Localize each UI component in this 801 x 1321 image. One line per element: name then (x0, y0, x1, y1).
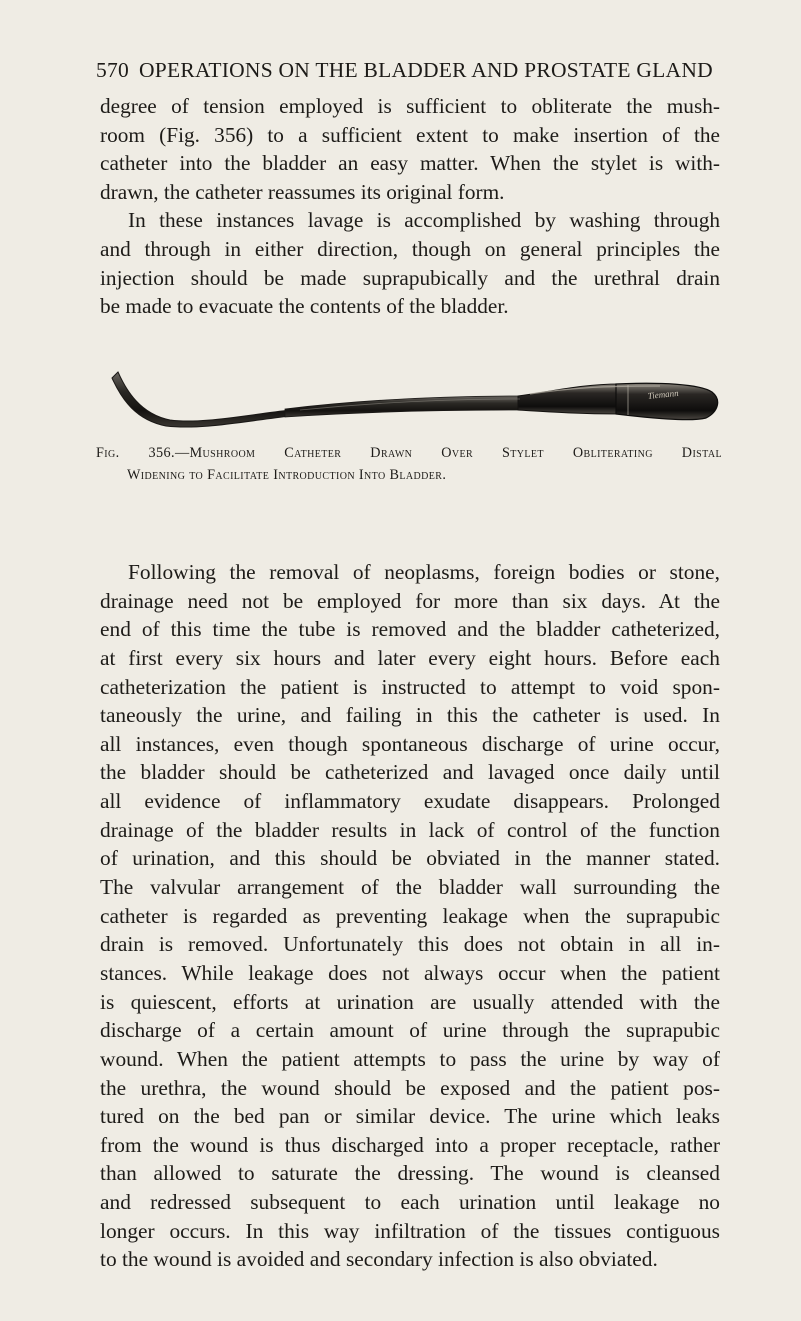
figure-catheter-illustration (100, 370, 720, 432)
text-line: is quiescent, efforts at urination are usually attended with the (100, 989, 720, 1014)
text-line: be made to evacuate the contents of the bladder. (100, 294, 509, 319)
text-line: the bladder should be catheterized and lavaged once daily until (100, 760, 720, 785)
text-line: longer occurs. In this way infiltration of the tissues contiguous (100, 1218, 720, 1243)
text-line: discharge of a certain amount of urine through the suprapubic (100, 1018, 720, 1043)
text-line: Following the removal of neoplasms, foreign bodies or stone, (128, 560, 720, 584)
text-line: and redressed subsequent to each urination until leakage no (100, 1190, 720, 1215)
text-line: drawn, the catheter reassumes its original form. (100, 179, 505, 204)
text-line: from the wound is thus discharged into a proper receptacle, rather (100, 1132, 720, 1157)
paragraph-1 (100, 92, 720, 321)
text-line: wound. When the patient attempts to pass the urine by way of (100, 1046, 720, 1071)
text-line: taneously the urine, and failing in this the catheter is used. In (100, 703, 720, 728)
running-title: OPERATIONS ON THE BLADDER AND PROSTATE GLAND (139, 58, 713, 82)
text-line: stances. While leakage does not always occur when the patient (100, 960, 720, 985)
instrument-maker-label: Tiemann (647, 387, 680, 401)
running-header (96, 56, 716, 84)
text-line: In these instances lavage is accomplished by washing through (128, 208, 720, 233)
page-number: 570 (96, 58, 129, 82)
text-line: catheterization the patient is instructed to attempt to void spon- (100, 674, 720, 699)
text-line: at first every six hours and later every eight hours. Before each (100, 645, 720, 670)
text-line: drain is removed. Unfortunately this does not obtain in all in- (100, 932, 720, 957)
caption-line-1: Fig. 356.—Mushroom Catheter Drawn Over Stylet Obliterating Distal (96, 445, 722, 461)
text-line: the urethra, the wound should be exposed and the patient pos- (100, 1075, 720, 1100)
text-line: of urination, and this should be obviated in the manner stated. (100, 846, 720, 871)
text-line: injection should be made suprapubically and the urethral drain (100, 265, 720, 290)
stylet-tip (112, 372, 290, 427)
text-line: all evidence of inflammatory exudate disappears. Prolonged (100, 789, 720, 814)
text-line: degree of tension employed is sufficient to obliterate the mush- (100, 94, 720, 118)
figure-caption (96, 442, 722, 486)
text-line: tured on the bed pan or similar device. The urine which leaks (100, 1104, 720, 1129)
text-line: to the wound is avoided and secondary infection is also obviated. (100, 1247, 658, 1272)
paragraph-2 (100, 558, 720, 1274)
caption-line-2: Widening to Facilitate Introduction Into Bladder. (127, 467, 447, 483)
text-line: catheter into the bladder an easy matter. When the stylet is with- (100, 151, 720, 176)
text-line: drainage of the bladder results in lack of control of the function (100, 817, 720, 842)
catheter-stylet-drawing (100, 370, 720, 432)
text-line: than allowed to saturate the dressing. The wound is cleansed (100, 1161, 720, 1186)
catheter-thickening (518, 384, 620, 414)
text-line: The valvular arrangement of the bladder wall surrounding the (100, 875, 720, 900)
text-line: end of this time the tube is removed and the bladder catheterized, (100, 617, 720, 642)
text-line: and through in either direction, though on general principles the (100, 236, 720, 261)
text-line: drainage need not be employed for more than six days. At the (100, 588, 720, 613)
text-line: room (Fig. 356) to a sufficient extent to make insertion of the (100, 122, 720, 147)
text-line: catheter is regarded as preventing leakage when the suprapubic (100, 903, 720, 928)
text-line: all instances, even though spontaneous discharge of urine occur, (100, 731, 720, 756)
